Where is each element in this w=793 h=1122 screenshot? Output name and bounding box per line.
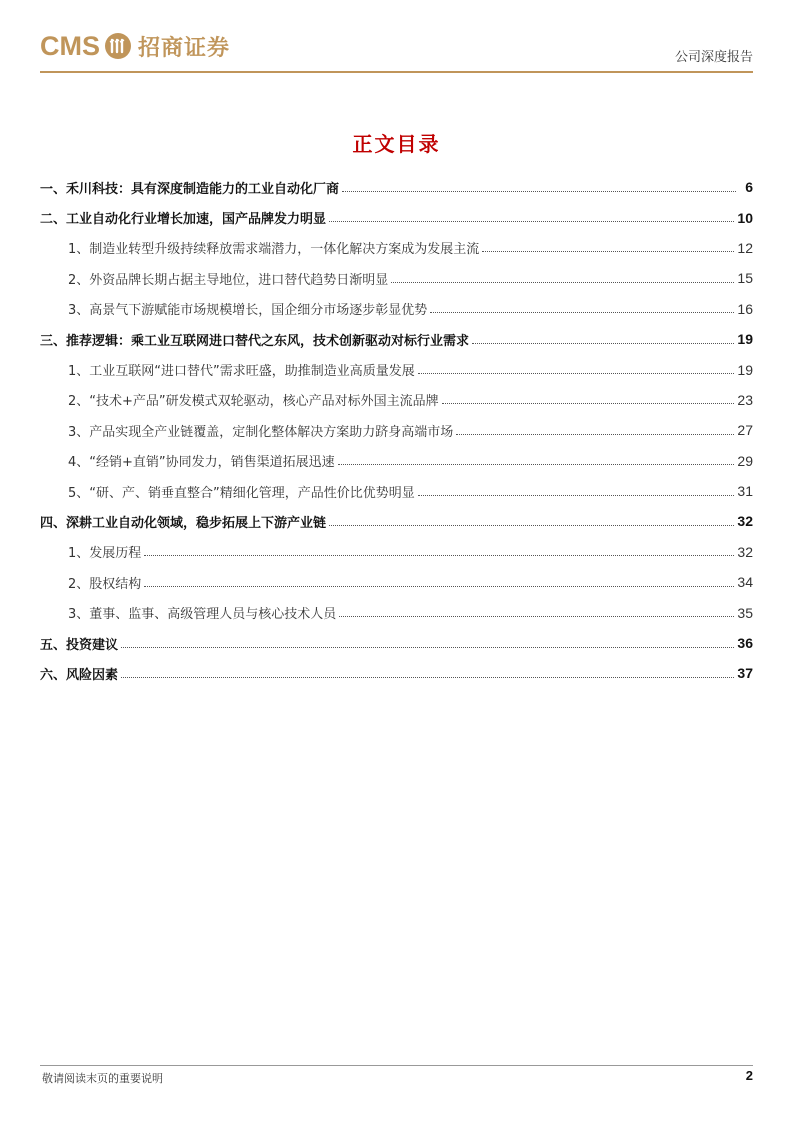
toc-entry-page: 29 [737, 452, 753, 469]
toc-section-entry[interactable] [40, 172, 753, 202]
toc-subsection-entry[interactable] [40, 294, 753, 324]
toc-entry-text: 六、风险因素 [40, 667, 119, 683]
toc-entry-page: 19 [737, 331, 753, 348]
report-type-label: 公司深度报告 [674, 50, 753, 65]
toc-subsection-entry[interactable] [40, 476, 753, 506]
logo-chinese-name: 招商证券 [138, 35, 231, 61]
toc-dot-leader [430, 312, 734, 313]
toc-entry-text: 2、“技术+产品”研发模式双轮驱动，核心产品对标外国主流品牌 [68, 394, 439, 410]
toc-entry-text: 3、产品实现全产业链覆盖，定制化整体解决方案助力跻身高端市场 [68, 424, 454, 440]
toc-section-entry[interactable] [40, 506, 753, 536]
toc-subsection-entry[interactable] [40, 233, 753, 263]
toc-dot-leader [442, 403, 735, 404]
toc-dot-leader [144, 586, 734, 587]
toc-entry-page: 16 [737, 300, 753, 317]
toc-entry-page: 6 [745, 179, 753, 196]
toc-dot-leader [339, 616, 734, 617]
toc-entry-page: 32 [737, 543, 753, 560]
toc-entry-text: 五、投资建议 [40, 637, 119, 653]
toc-dot-leader [418, 373, 735, 374]
toc-dot-leader [144, 555, 734, 556]
toc-section-entry[interactable] [40, 324, 753, 354]
toc-entry-text: 3、董事、监事、高级管理人员与核心技术人员 [68, 607, 337, 623]
toc-dot-leader [121, 677, 734, 678]
toc-subsection-entry[interactable] [40, 354, 753, 384]
page-header [40, 22, 753, 72]
toc-entry-page: 12 [737, 239, 753, 256]
toc-subsection-entry[interactable] [40, 263, 753, 293]
toc-title: 正文目录 [352, 132, 441, 156]
toc-entry-text: 2、股权结构 [68, 576, 142, 592]
toc-subsection-entry[interactable] [40, 537, 753, 567]
toc-dot-leader [338, 464, 735, 465]
toc-subsection-entry[interactable] [40, 385, 753, 415]
toc-dot-leader [472, 343, 734, 344]
toc-entry-page: 27 [737, 422, 753, 439]
toc-entry-page: 15 [737, 270, 753, 287]
toc-entry-page: 23 [737, 391, 753, 408]
logo-emblem-icon [104, 32, 132, 60]
toc-entry-page: 31 [737, 483, 753, 500]
page-number: 2 [745, 1068, 753, 1083]
toc-subsection-entry[interactable] [40, 446, 753, 476]
toc-dot-leader [482, 251, 734, 252]
footer-divider [40, 1065, 753, 1066]
toc-entry-page: 32 [737, 513, 753, 530]
toc-entry-text: 一、禾川科技：具有深度制造能力的工业自动化厂商 [40, 181, 340, 197]
toc-entry-text: 1、工业互联网“进口替代”需求旺盛，助推制造业高质量发展 [68, 364, 415, 380]
toc-entry-text: 2、外资品牌长期占据主导地位，进口替代趋势日渐明显 [68, 272, 389, 288]
toc-entry-text: 4、“经销+直销”协同发力，销售渠道拓展迅速 [68, 455, 335, 471]
toc-subsection-entry[interactable] [40, 567, 753, 597]
table-of-contents [40, 172, 753, 689]
toc-dot-leader [418, 495, 735, 496]
header-divider [40, 71, 753, 73]
toc-subsection-entry[interactable] [40, 415, 753, 445]
toc-dot-leader [456, 434, 734, 435]
toc-entry-text: 二、工业自动化行业增长加速，国产品牌发力明显 [40, 212, 327, 228]
toc-section-entry[interactable] [40, 202, 753, 232]
toc-entry-text: 四、深耕工业自动化领域，稳步拓展上下游产业链 [40, 515, 327, 531]
toc-subsection-entry[interactable] [40, 597, 753, 627]
toc-entry-text: 1、发展历程 [68, 546, 142, 562]
toc-entry-text: 1、制造业转型升级持续释放需求端潜力，一体化解决方案成为发展主流 [68, 242, 480, 258]
toc-dot-leader [342, 191, 736, 192]
toc-section-entry[interactable] [40, 628, 753, 658]
footer-disclaimer-note: 敬请阅读末页的重要说明 [42, 1072, 163, 1085]
toc-entry-text: 三、推荐逻辑：乘工业互联网进口替代之东风，技术创新驱动对标行业需求 [40, 333, 470, 349]
toc-entry-page: 10 [737, 209, 753, 226]
company-logo [40, 28, 230, 64]
toc-entry-text: 5、“研、产、销垂直整合”精细化管理，产品性价比优势明显 [68, 485, 415, 501]
toc-entry-page: 37 [737, 665, 753, 682]
toc-entry-page: 19 [737, 361, 753, 378]
toc-entry-page: 36 [737, 635, 753, 652]
toc-dot-leader [329, 221, 734, 222]
toc-entry-text: 3、高景气下游赋能市场规模增长，国企细分市场逐步彰显优势 [68, 303, 428, 319]
toc-dot-leader [391, 282, 734, 283]
toc-section-entry[interactable] [40, 658, 753, 688]
logo-cms-text: CMS [40, 30, 100, 61]
toc-entry-page: 34 [737, 574, 753, 591]
toc-dot-leader [121, 647, 734, 648]
toc-entry-page: 35 [737, 604, 753, 621]
toc-dot-leader [329, 525, 734, 526]
